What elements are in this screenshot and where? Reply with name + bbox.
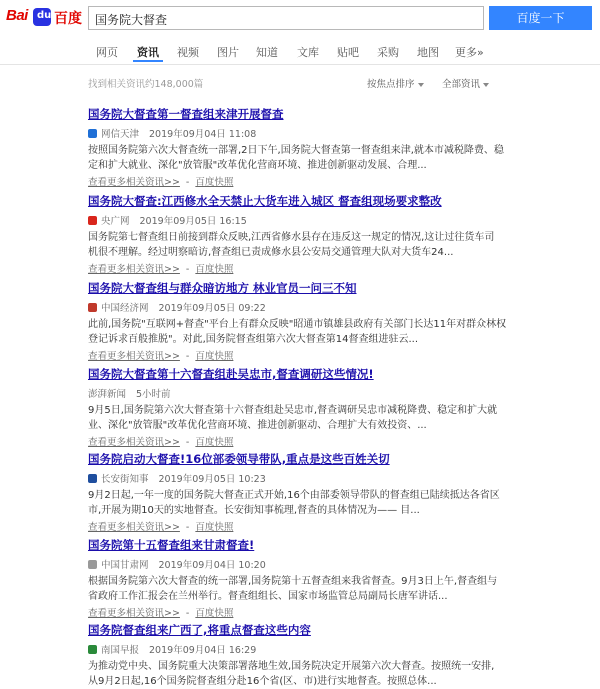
result-item [88, 280, 593, 362]
result-links [88, 519, 593, 533]
search-button[interactable]: 百度一下 [489, 6, 592, 30]
tab-caigou[interactable]: 采购 [377, 46, 399, 59]
result-source: 南国早报 [101, 645, 140, 656]
abstract-line: 定和扩大就业、深化"放管服"改革优化营商环境、推进创新驱动发展、合理... [88, 160, 427, 171]
result-title[interactable]: 国务院大督查:江西修水全天禁止大货车进入城区 督查组现场要求整改 [88, 194, 442, 208]
filter-dropdown[interactable] [442, 76, 489, 90]
abstract-line: 按照国务院第六次大督查统一部署,2日下午,国务院大督查第一督查组来津,就本市减税降费、稳 [88, 145, 504, 156]
result-links [88, 261, 593, 275]
tab-news[interactable]: 资讯 [137, 46, 159, 59]
result-meta [88, 557, 593, 570]
source-icon [88, 474, 97, 483]
abstract-line: 此前,国务院"互联网+督查"平台上有群众反映"昭通市镇雄县政府有关部门长达11年对群众林权 [88, 319, 507, 330]
result-source: 澎湃新闻 [88, 389, 127, 400]
result-source: 长安街知事 [101, 474, 149, 485]
separator: - [185, 264, 190, 275]
more-news-link[interactable]: 查看更多相关资讯>> [88, 522, 180, 533]
result-item [88, 193, 593, 275]
result-source: 央广网 [101, 216, 130, 227]
result-abstract [88, 488, 593, 518]
separator: - [185, 351, 190, 362]
logo-text-bai: Bai [6, 7, 28, 24]
result-source: 中国甘肃网 [101, 560, 149, 571]
result-item [88, 451, 593, 533]
result-title[interactable]: 国务院大督查第一督查组来津开展督查 [88, 107, 284, 121]
result-title[interactable]: 国务院第十五督查组来甘肃督查! [88, 538, 255, 552]
source-icon [88, 303, 97, 312]
separator: - [185, 608, 190, 619]
cache-link[interactable]: 百度快照 [195, 437, 234, 448]
baidu-logo[interactable] [6, 6, 82, 30]
filter-label: 全部资讯 [442, 79, 481, 90]
separator: - [185, 522, 190, 533]
result-abstract [88, 659, 593, 689]
separator: - [185, 177, 190, 188]
result-meta [88, 642, 593, 655]
tab-more[interactable]: 更多» [455, 46, 484, 59]
result-abstract [88, 317, 593, 347]
separator: - [185, 437, 190, 448]
cache-link[interactable]: 百度快照 [195, 522, 234, 533]
cache-link[interactable]: 百度快照 [195, 351, 234, 362]
result-meta [88, 126, 593, 139]
result-abstract [88, 403, 593, 433]
result-time: 2019年09月04日 10:20 [158, 560, 266, 571]
result-abstract [88, 143, 593, 173]
abstract-line: 机很不理解。经过明察暗访,督查组已责成修水县公安局交通管理大队对大货车24... [88, 247, 454, 258]
header [0, 0, 600, 38]
cache-link[interactable]: 百度快照 [195, 608, 234, 619]
cache-link[interactable]: 百度快照 [195, 264, 234, 275]
result-time: 5小时前 [136, 389, 171, 400]
result-links [88, 434, 593, 448]
result-time: 2019年09月05日 10:23 [158, 474, 266, 485]
result-title[interactable]: 国务院大督查组与群众暗访地方 林业官员一问三不知 [88, 281, 357, 295]
result-item [88, 622, 593, 689]
chevron-down-icon [483, 83, 489, 87]
tab-wenku[interactable]: 文库 [297, 46, 319, 59]
abstract-line: 根据国务院第六次大督查的统一部署,国务院第十五督查组来我省督查。9月3日上午,督查组与 [88, 576, 498, 587]
result-title[interactable]: 国务院督查组来广西了,将重点督查这些内容 [88, 623, 311, 637]
result-time: 2019年09月04日 16:29 [149, 645, 257, 656]
result-meta [88, 386, 593, 399]
result-item [88, 366, 593, 448]
tab-zhidao[interactable]: 知道 [256, 46, 278, 59]
result-links [88, 348, 593, 362]
nav-divider [0, 64, 600, 65]
result-source: 网信天津 [101, 129, 140, 140]
result-time: 2019年09月04日 11:08 [149, 129, 257, 140]
logo-text-du: 百度 [54, 11, 82, 27]
source-icon [88, 560, 97, 569]
result-title[interactable]: 国务院大督查第十六督查组赴吴忠市,督查调研这些情况! [88, 367, 374, 381]
abstract-line: 9月5日,国务院第六次大督查第十六督查组赴吴忠市,督查调研吴忠市减税降费、稳定和扩大就 [88, 405, 498, 416]
more-news-link[interactable]: 查看更多相关资讯>> [88, 177, 180, 188]
tab-tieba[interactable]: 贴吧 [337, 46, 359, 59]
result-meta [88, 471, 593, 484]
result-meta [88, 300, 593, 313]
source-icon [88, 216, 97, 225]
abstract-line: 登记诉求百般推脱"。对此,国务院督查组第六次大督查第14督查组进驻云... [88, 334, 419, 345]
abstract-line: 市,开展为期10天的实地督查。长安街知事梳理,督查的具体情况为—— 目... [88, 505, 420, 516]
more-news-link[interactable]: 查看更多相关资讯>> [88, 608, 180, 619]
abstract-line: 省政府工作汇报会在兰州举行。督查组组长、国家市场监管总局副局长唐军讲话... [88, 591, 448, 602]
result-title[interactable]: 国务院启动大督查!16位部委领导带队,重点是这些百姓关切 [88, 452, 390, 466]
result-meta [88, 213, 593, 226]
more-news-link[interactable]: 查看更多相关资讯>> [88, 437, 180, 448]
tab-video[interactable]: 视频 [177, 46, 199, 59]
nav-tabs [80, 38, 600, 62]
sort-label: 按焦点排序 [367, 79, 415, 90]
source-icon [88, 129, 97, 138]
result-abstract [88, 230, 593, 260]
abstract-line: 9月2日起,一年一度的国务院大督查正式开始,16个由部委领导带队的督查组已陆续抵达各省区 [88, 490, 500, 501]
result-item [88, 106, 593, 188]
result-links [88, 174, 593, 188]
abstract-line: 从9月2日起,16个国务院督查组分赴16个省(区、市)进行实地督查。按照总体... [88, 676, 437, 687]
tab-map[interactable]: 地图 [417, 46, 439, 59]
more-news-link[interactable]: 查看更多相关资讯>> [88, 351, 180, 362]
result-source: 中国经济网 [101, 303, 149, 314]
source-icon [88, 645, 97, 654]
paw-icon [33, 8, 51, 26]
sort-dropdown[interactable] [367, 76, 424, 90]
paw-icon-text: du [37, 10, 52, 21]
result-abstract [88, 574, 593, 604]
tab-web[interactable]: 网页 [96, 46, 118, 59]
result-time: 2019年09月05日 09:22 [158, 303, 266, 314]
more-news-link[interactable]: 查看更多相关资讯>> [88, 264, 180, 275]
result-item [88, 537, 593, 619]
abstract-line: 业、深化"放管服"改革优化营商环境、推进创新驱动、合理扩大有效投资、... [88, 420, 427, 431]
tab-images[interactable]: 图片 [217, 46, 239, 59]
cache-link[interactable]: 百度快照 [195, 177, 234, 188]
search-input[interactable]: 国务院大督查 [88, 6, 484, 30]
result-time: 2019年09月05日 16:15 [139, 216, 247, 227]
result-stats: 找到相关资讯约148,000篇 [88, 79, 204, 90]
abstract-line: 为推动党中央、国务院重大决策部署落地生效,国务院决定开展第六次大督查。按照统一安排, [88, 661, 495, 672]
result-links [88, 605, 593, 619]
chevron-down-icon [418, 83, 424, 87]
active-tab-underline [133, 60, 163, 62]
abstract-line: 国务院第七督查组日前接到群众反映,江西省修水县存在违反这一规定的情况,这让过往货车司 [88, 232, 495, 243]
